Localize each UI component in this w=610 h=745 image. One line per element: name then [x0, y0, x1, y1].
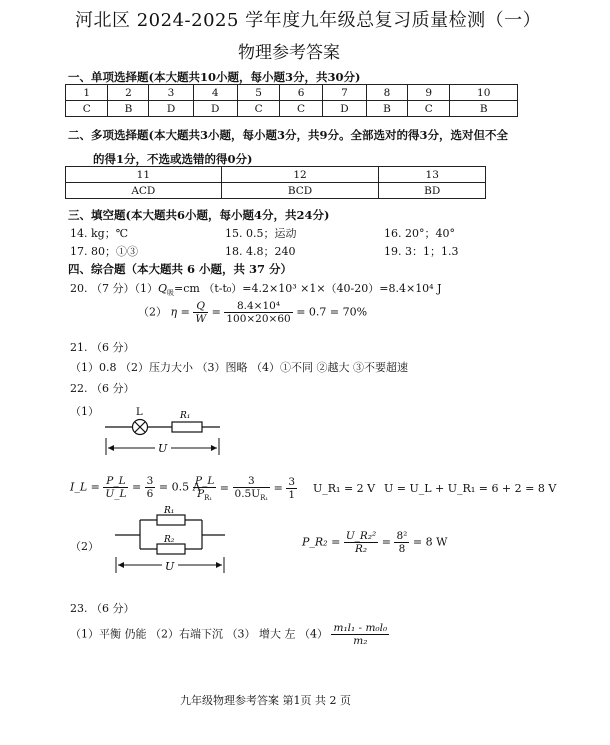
table-cell: ACD [66, 183, 222, 199]
resistor-r2-icon [157, 544, 185, 554]
table-cell: 5 [237, 85, 279, 101]
section2-heading: 二、多项选择题(本大题共3小题，每小题3分，共9分。全部选对的得3分，选对但不全 [68, 128, 508, 142]
section4-heading: 四、综合题（本大题共 6 小题，共 37 分） [68, 262, 293, 276]
table-cell: 1 [66, 85, 108, 101]
table-cell: 3 [149, 85, 193, 101]
q22-part2: （2） [70, 540, 99, 553]
fill-item-15: 15. 0.5；运动 [225, 227, 297, 240]
table-cell: 11 [66, 167, 222, 183]
table-cell: 6 [280, 85, 322, 101]
q22-total-voltage: U = U_L + U_R₁ = 6 + 2 = 8 V [384, 482, 557, 495]
q20-line1: 20. （7 分）$(1)Q_吸=cm$ （t-t₀）=4.2×10³ ×1×（40-20）=8.4×10⁴ J [70, 282, 442, 298]
table-cell: D [193, 101, 237, 117]
resistor-r1-icon [172, 422, 202, 432]
voltage-label: U [158, 442, 168, 455]
fill-item-14: 14. kg；℃ [70, 227, 129, 240]
table-cell: B [367, 101, 408, 117]
table-cell: 9 [407, 85, 449, 101]
circuit-parallel-diagram [110, 505, 230, 575]
q22-part1: （1） [70, 405, 99, 418]
table-cell: C [66, 101, 108, 117]
multi-choice-table [65, 166, 486, 199]
q21-answers: （1）0.8 （2）压力大小 （3）图略 （4）①不同 ②越大 ③不要超速 [70, 361, 408, 374]
fill-item-19: 19. 3：1；1.3 [384, 245, 459, 258]
r1b-label: R₁ [164, 506, 175, 516]
section2-heading-cont: 的得1分，不选或选错的得0分) [93, 152, 253, 166]
table-cell: 10 [450, 85, 518, 101]
table-cell: C [280, 101, 322, 117]
circuit-series-diagram [100, 405, 230, 460]
table-cell: C [237, 101, 279, 117]
q22-power-ratio: $\frac{P\_L}{P_{R_1}}$ = $\frac{3}{0.5U_{R_1}}$ = $\frac{3}{1}$ [195, 475, 296, 503]
q22-ur1: U_R₁ = 2 V [313, 482, 376, 495]
table-cell: 4 [193, 85, 237, 101]
resistor-r1-icon [157, 515, 185, 525]
q22-current-eq: I_L = $\frac{P\_L}{U\_L}$ = $\frac{3}{6}$ = 0.5 A [70, 475, 201, 500]
table-cell: 2 [108, 85, 149, 101]
section1-heading: 一、单项选择题(本大题共10小题，每小题3分，共30分) [68, 70, 361, 84]
table-cell: 7 [322, 85, 366, 101]
q22-label: 22. （6 分） [70, 382, 135, 395]
fill-item-18: 18. 4.8；240 [225, 245, 296, 258]
table-cell: 13 [379, 167, 486, 183]
q23-label: 23. （6 分） [70, 602, 135, 615]
table-cell: C [407, 101, 449, 117]
page-title: 河北区 2024-2025 学年度九年级总复习质量检测（一） [75, 10, 542, 31]
q23-answers: （1）平衡 仍能 （2）右端下沉 （3） 增大 左 （4） $\frac{\text{m₁l₁ - m₀l₀}}{\text{m₂}}$ [70, 622, 388, 647]
lamp-label: L [136, 407, 143, 418]
table-cell: B [450, 101, 518, 117]
table-cell: BCD [221, 183, 379, 199]
table-cell: B [108, 101, 149, 117]
q20-efficiency: （2） η = $\frac{Q}{W}$ = $\frac{\text{8.4×10⁴}}{100\times 20\times 60}$ = 0.7 = 70% [138, 300, 368, 325]
section3-heading: 三、填空题(本大题共6小题，每小题4分，共24分) [68, 208, 330, 222]
r1-label: R₁ [180, 411, 191, 421]
voltage-label-2: U [165, 560, 175, 573]
table-cell: 12 [221, 167, 379, 183]
fill-item-16: 16. 20°；40° [384, 227, 455, 240]
r2-label: R₂ [164, 535, 175, 545]
table-cell: BD [379, 183, 486, 199]
q22-power-r2: P_R₂ = $\frac{\text{U\_R₂²}}{\text{R₂}}$ = $\frac{\text{8²}}{8}$ = 8 W [302, 530, 448, 555]
table-cell: 8 [367, 85, 408, 101]
single-choice-table [65, 84, 518, 117]
table-cell: D [149, 101, 193, 117]
q21-label: 21. （6 分） [70, 341, 135, 354]
table-cell: D [322, 101, 366, 117]
fill-item-17: 17. 80；①③ [70, 245, 138, 258]
page-subtitle: 物理参考答案 [238, 43, 340, 63]
page-footer: 九年级物理参考答案 第1页 共 2 页 [180, 694, 351, 707]
